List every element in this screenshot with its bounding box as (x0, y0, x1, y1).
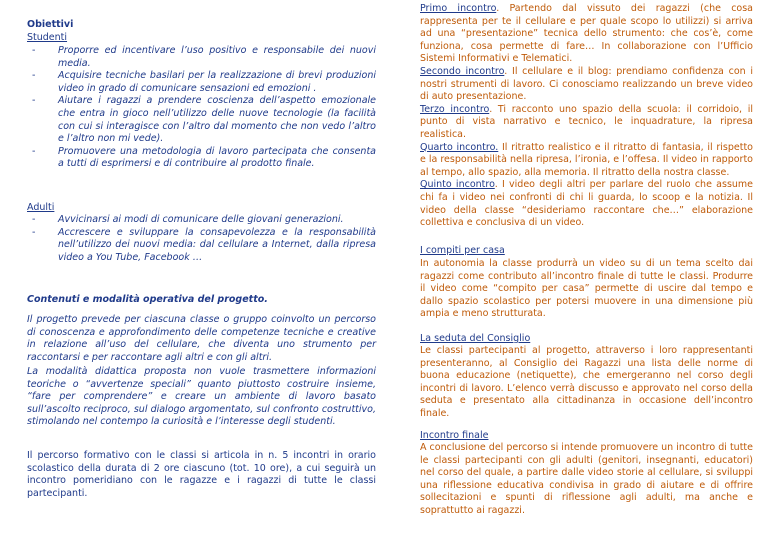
meeting-label: Terzo incontro (420, 103, 490, 115)
objectives-title: Obiettivi (27, 19, 74, 30)
meeting-item (420, 179, 753, 229)
students-list (27, 45, 376, 171)
list-item: - Acquisire tecniche basilari per la realizzazione di brevi produzioni video in grado di comunicare sensazioni ed emozioni . (27, 70, 376, 95)
meeting-item (420, 66, 753, 104)
meeting-text: . Il cellulare e il blog: prendiamo confidenza con i nostri strumenti di lavoro. Ci conosciamo realizzando un breve video di auto presentazione. (420, 65, 754, 103)
contents-paragraph-2: La modalità didattica proposta non vuole trasmettere informazioni teoriche o “avvertenze speciali” quanto piuttosto costruire insieme, “fare per comprendere” e creare un ambiente di lavoro basato sull’ascolto reciproco, sul dialogo argomentato, sul confronto costruttivo, stimolando nel contempo la curiosità e l’interesse degli studenti. (27, 366, 376, 428)
list-item: - Accrescere e sviluppare la consapevolezza e la responsabilità nell’utilizzo dei nuovi media: dal cellulare a Internet, dalla ripresa video a You Tube, Facebook … (27, 227, 376, 265)
meeting-item (420, 142, 753, 180)
adults-list (27, 214, 376, 264)
meeting-item (420, 104, 753, 142)
meeting-text: . Ti racconto uno spazio della scuola: il corridoio, il punto di vista narrativo e tecnico, le inquadrature, la ripresa realistica. (420, 103, 754, 140)
students-heading: Studenti (27, 32, 68, 43)
meeting-text: . I video degli altri per parlare del ruolo che assume chi fa i video nei confronti di chi li guarda, lo scoop e la notizia. Il video della classe “desideriamo raccontare che…” elaborazione collettiva e conclusiva di un video. (420, 179, 754, 229)
list-item: - Avvicinarsi ai modi di comunicare delle giovani generazioni. (27, 214, 376, 227)
meeting-text: . Partendo dal vissuto dei ragazzi (che cosa rappresenta per te il cellulare e per quale scopo lo utilizzi) si arriva ad una “presentazione” tecnica dello strumento: che cos’è, come funziona, cosa permette di fare… In collaborazione con l’Ufficio Sistemi Informativi e Telematici. (420, 3, 753, 65)
council-title: La seduta del Consiglio (420, 333, 531, 344)
homework-title: I compiti per casa (420, 245, 505, 256)
final-text: A conclusione del percorso si intende promuovere un incontro di tutte le classi partecipanti con gli adulti (genitori, insegnanti, educatori) nel corso del quale, a partire dalle video storie al cellulare, si sviluppi una riflessione educativa condivisa in grado di aiutare e di offrire sollecitazioni e spunti di riflessione agli adulti, ma anche e soprattutto ai ragazzi. (420, 442, 753, 516)
meeting-label: Quinto incontro (420, 179, 495, 191)
meetings-block (420, 3, 753, 230)
adults-heading: Adulti (27, 202, 55, 213)
list-item: - Promuovere una metodologia di lavoro partecipata che consenta a tutti di esprimersi e di contribuire al prodotto finale. (27, 146, 376, 171)
meeting-label: Secondo incontro (420, 65, 505, 77)
list-item: - Aiutare i ragazzi a prendere coscienza dell’aspetto emozionale che entra in gioco nell’utilizzo delle nuove tecnologie (la facilità con cui si interagisce con l’altro dal momento che non vedo l’altro e l’altro non mi vede). (27, 95, 376, 145)
meeting-item (420, 3, 753, 66)
right-column (400, 0, 768, 543)
meeting-label: Primo incontro (420, 3, 497, 14)
council-text: Le classi partecipanti al progetto, attraverso i loro rappresentanti presenteranno, al Consiglio dei Ragazzi una lista delle norme di buona educazione (netiquette), che emergeranno nel corso degli incontri di lavoro. L’elenco verrà discusso e approvato nel corso della seduta e presentato alla cittadinanza in occasione dell’incontro finale. (420, 345, 753, 419)
list-item: - Proporre ed incentivare l’uso positivo e responsabile dei nuovi media. (27, 45, 376, 70)
meeting-label: Quarto incontro. (420, 141, 499, 153)
contents-title: Contenuti e modalità operativa del progetto. (27, 294, 268, 305)
meeting-text: Il ritratto realistico e il ritratto di fantasia, il rispetto e la responsabilità nella ripresa, l’ironia, e l’offesa. Il video in rapporto al tempo, allo spazio, alla memoria. Il ritratto della nostra classe. (420, 141, 753, 178)
final-title: Incontro finale (420, 430, 489, 441)
contents-paragraph-1: Il progetto prevede per ciascuna classe o gruppo coinvolto un percorso di conoscenza e approfondimento delle competenze tecniche e creative in relazione all’uso del cellulare, che diventa uno strumento per raccontarsi e per raccontare agli altri e con gli altri. (27, 314, 376, 363)
homework-text: In autonomia la classe produrrà un video su di un tema scelto dai ragazzi come contributo all’incontro finale di tutte le classi. Produrre il video come “compito per casa” permette di uscire dal tempo e dallo spazio scolastico per potersi muovere in una dimensione più ampia e meno strutturata. (420, 258, 753, 320)
contents-paragraph-3: Il percorso formativo con le classi si articola in n. 5 incontri in orario scolastico della durata di 2 ore ciascuno (tot. 10 ore), a cui seguirà un incontro pomeridiano con le ragazze e i ragazzi di tutte le classi partecipanti. (27, 450, 376, 499)
